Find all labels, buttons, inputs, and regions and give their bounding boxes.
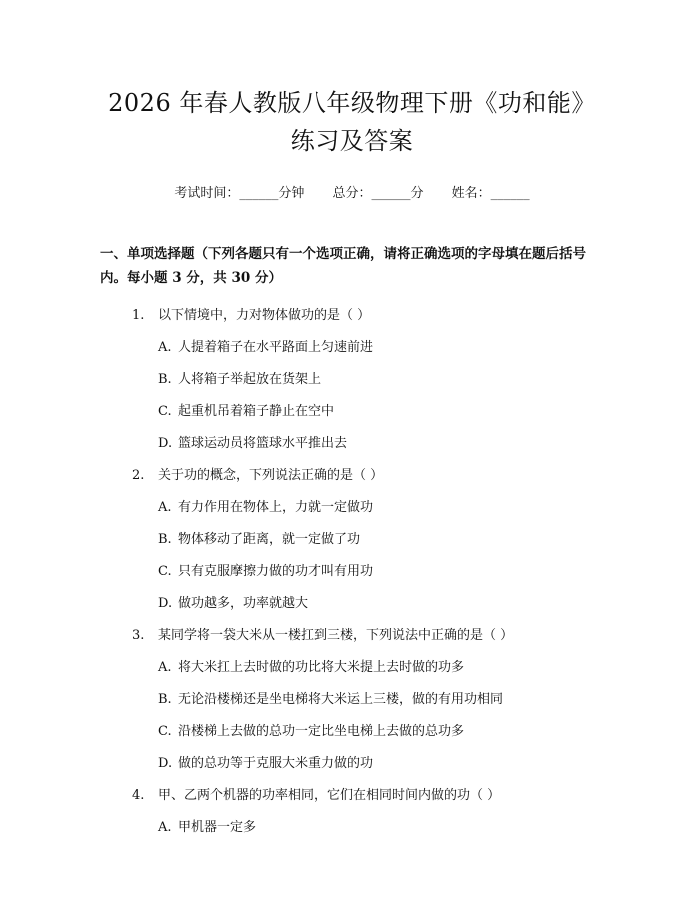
question-4 [100, 786, 604, 838]
option-text: 将大米扛上去时做的功比将大米提上去时做的功多 [178, 660, 465, 675]
option-letter: D. [158, 756, 173, 771]
time-blank: ______ [239, 186, 279, 201]
option-text: 有力作用在物体上，力就一定做功 [178, 500, 374, 515]
option-text: 人将箱子举起放在货架上 [178, 372, 322, 387]
time-unit: 分钟 [278, 186, 305, 201]
option-a [100, 498, 604, 518]
option-text: 物体移动了距离，就一定做了功 [178, 532, 361, 547]
option-text: 人提着箱子在水平路面上匀速前进 [178, 340, 374, 355]
option-letter: D. [158, 436, 173, 451]
question-list [100, 306, 604, 838]
question-stem [100, 466, 604, 486]
option-a [100, 658, 604, 678]
option-b [100, 370, 604, 390]
exam-time [174, 184, 304, 204]
option-b [100, 530, 604, 550]
question-number: 2. [132, 468, 145, 483]
question-stem [100, 626, 604, 646]
option-letter: C. [158, 404, 172, 419]
exam-meta [100, 184, 604, 204]
question-number: 4. [132, 788, 145, 803]
score-label: 总分： [332, 186, 372, 201]
option-letter: A. [158, 500, 172, 515]
question-text: 甲、乙两个机器的功率相同，它们在相同时间内做的功（ ） [158, 788, 501, 803]
option-c [100, 402, 604, 422]
option-text: 起重机吊着箱子静止在空中 [178, 404, 335, 419]
option-b [100, 690, 604, 710]
option-letter: B. [158, 532, 172, 547]
option-a [100, 818, 604, 838]
option-c [100, 722, 604, 742]
option-d [100, 594, 604, 614]
option-a [100, 338, 604, 358]
title-line-1: 2026 年春人教版八年级物理下册《功和能》 [108, 89, 596, 117]
question-number: 1. [132, 308, 145, 323]
question-text: 关于功的概念，下列说法正确的是（ ） [158, 468, 384, 483]
score-blank: ______ [371, 186, 411, 201]
question-number: 3. [132, 628, 145, 643]
title-line-2: 练习及答案 [290, 127, 414, 155]
page-title [100, 0, 604, 160]
option-letter: A. [158, 340, 172, 355]
option-letter: B. [158, 372, 172, 387]
option-letter: C. [158, 564, 172, 579]
option-text: 沿楼梯上去做的总功一定比坐电梯上去做的总功多 [178, 724, 465, 739]
student-name [452, 184, 530, 204]
option-text: 无论沿楼梯还是坐电梯将大米运上三楼，做的有用功相同 [178, 692, 504, 707]
question-text: 某同学将一袋大米从一楼扛到三楼，下列说法中正确的是（ ） [158, 628, 514, 643]
option-letter: B. [158, 692, 172, 707]
option-letter: A. [158, 820, 172, 835]
option-text: 做功越多，功率就越大 [178, 596, 309, 611]
option-d [100, 434, 604, 454]
option-letter: A. [158, 660, 172, 675]
option-d [100, 754, 604, 774]
time-label: 考试时间： [174, 186, 240, 201]
option-c [100, 562, 604, 582]
section-heading: 一、单项选择题（下列各题只有一个选项正确，请将正确选项的字母填在题后括号内。每小题 3 分，共 30 分） [100, 246, 586, 286]
question-2 [100, 466, 604, 614]
option-text: 甲机器一定多 [178, 820, 257, 835]
question-stem [100, 786, 604, 806]
question-1 [100, 306, 604, 454]
score-unit: 分 [410, 186, 424, 201]
option-text: 篮球运动员将篮球水平推出去 [178, 436, 348, 451]
question-text: 以下情境中，力对物体做功的是（ ） [158, 308, 371, 323]
question-stem [100, 306, 604, 326]
option-letter: C. [158, 724, 172, 739]
option-text: 做的总功等于克服大米重力做的功 [178, 756, 374, 771]
exam-score [332, 184, 423, 204]
name-blank: ______ [490, 186, 530, 201]
name-label: 姓名： [451, 186, 491, 201]
option-letter: D. [158, 596, 173, 611]
option-text: 只有克服摩擦力做的功才叫有用功 [178, 564, 374, 579]
question-3 [100, 626, 604, 774]
